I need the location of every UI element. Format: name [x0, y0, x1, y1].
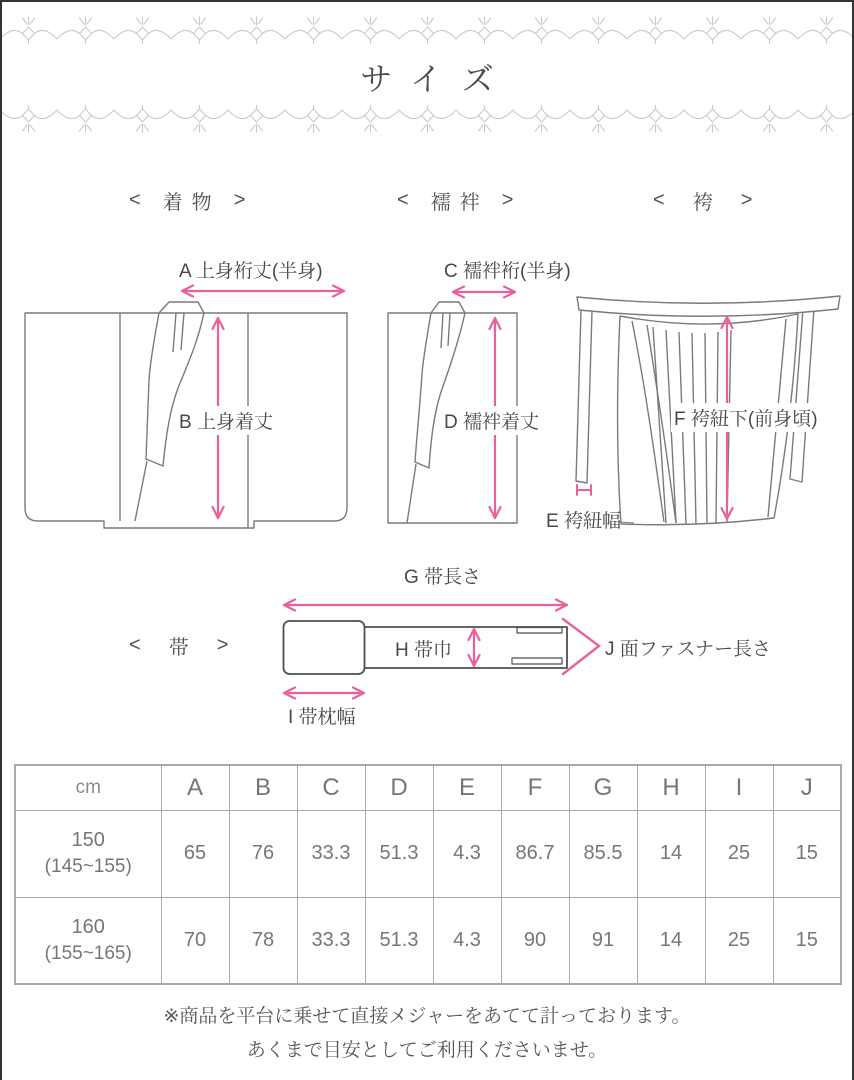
table-header-col-h: H — [637, 765, 705, 810]
arrow-g — [284, 600, 567, 611]
obi-velcro-strip-bottom — [512, 658, 562, 664]
bracket-left: < — [129, 634, 141, 656]
size-value: 160 — [71, 915, 105, 938]
arrow-a — [182, 286, 344, 297]
obi-velcro-strip-top — [517, 628, 562, 634]
table-cell: 25 — [705, 810, 773, 897]
obi-pillow-box — [284, 621, 365, 674]
table-cell: 14 — [637, 810, 705, 897]
section-label-kimono-text: 着物 — [162, 192, 221, 214]
table-cell: 15 — [773, 810, 841, 897]
measurement-label-h: H 帯巾 — [395, 640, 453, 661]
bracket-left: < — [653, 189, 665, 211]
measurement-label-a: A 上身裄丈(半身) — [179, 261, 323, 282]
table-header-col-i: I — [705, 765, 773, 810]
size-table — [14, 764, 842, 985]
measurement-label-f: F 袴紐下(前身頃) — [671, 403, 821, 432]
size-cell — [15, 897, 161, 984]
table-header-col-f: F — [501, 765, 569, 810]
measurement-label-d: D 襦袢着丈 — [441, 406, 542, 435]
section-label-hakama-text: 袴 — [692, 192, 722, 214]
table-cell: 4.3 — [433, 810, 501, 897]
table-cell: 65 — [161, 810, 229, 897]
size-value: 150 — [71, 829, 105, 852]
bracket-right: > — [501, 189, 514, 211]
table-cell: 85.5 — [569, 810, 637, 897]
table-row-size-150 — [15, 810, 841, 897]
table-cell: 86.7 — [501, 810, 569, 897]
hakama-left-strap — [576, 310, 592, 483]
bracket-right: > — [233, 189, 246, 211]
table-cell: 70 — [161, 897, 229, 984]
table-header-col-a: A — [161, 765, 229, 810]
marker-e-strap-width — [577, 485, 591, 495]
table-cell: 33.3 — [297, 810, 365, 897]
page-title: サイズ — [360, 61, 514, 97]
table-cell: 4.3 — [433, 897, 501, 984]
table-header-col-j: J — [773, 765, 841, 810]
page-edge-left — [0, 0, 2, 1080]
measurement-label-b: B 上身着丈 — [176, 406, 276, 435]
table-cell: 76 — [229, 810, 297, 897]
note-line-1: ※商品を平台に乗せて直接メジャーをあてて計っております。 — [163, 1006, 691, 1027]
hakama-waistband — [577, 296, 840, 316]
table-cell: 90 — [501, 897, 569, 984]
measurement-label-c: C 襦袢裄(半身) — [444, 261, 571, 282]
table-cell: 15 — [773, 897, 841, 984]
table-cell: 14 — [637, 897, 705, 984]
marker-j-chevron — [563, 619, 599, 674]
bracket-left: < — [397, 189, 409, 211]
measurement-notes — [0, 1000, 854, 1068]
table-cell: 25 — [705, 897, 773, 984]
table-header-col-g: G — [569, 765, 637, 810]
bracket-left: < — [129, 189, 141, 211]
measurement-label-g: G 帯長さ — [404, 567, 482, 588]
measurement-label-j: J 面ファスナー長さ — [605, 639, 772, 660]
table-header-col-e: E — [433, 765, 501, 810]
section-label-juban-text: 襦袢 — [430, 192, 489, 214]
table-header-col-b: B — [229, 765, 297, 810]
measurement-label-e: E 袴紐幅 — [546, 511, 621, 532]
kimono-collar-top — [159, 302, 204, 313]
bracket-right: > — [740, 189, 753, 211]
arrow-i — [284, 688, 364, 699]
table-header-unit: cm — [15, 765, 161, 810]
table-header-col-c: C — [297, 765, 365, 810]
table-header-col-d: D — [365, 765, 433, 810]
juban-collar-top — [431, 302, 465, 313]
table-cell: 78 — [229, 897, 297, 984]
table-cell: 51.3 — [365, 810, 433, 897]
size-range: (155~165) — [44, 942, 132, 964]
table-header-row — [15, 765, 841, 810]
size-range: (145~155) — [44, 856, 132, 878]
arrow-c — [453, 287, 515, 298]
table-cell: 33.3 — [297, 897, 365, 984]
bracket-right: > — [216, 634, 229, 656]
page-edge-top — [0, 0, 854, 2]
section-label-obi-text: 帯 — [168, 637, 198, 659]
table-cell: 91 — [569, 897, 637, 984]
table-cell: 51.3 — [365, 897, 433, 984]
size-cell — [15, 810, 161, 897]
table-row-size-160 — [15, 897, 841, 984]
measurement-label-i: I 帯枕幅 — [288, 707, 356, 728]
note-line-2: あくまで目安としてご利用くださいませ。 — [246, 1040, 608, 1062]
